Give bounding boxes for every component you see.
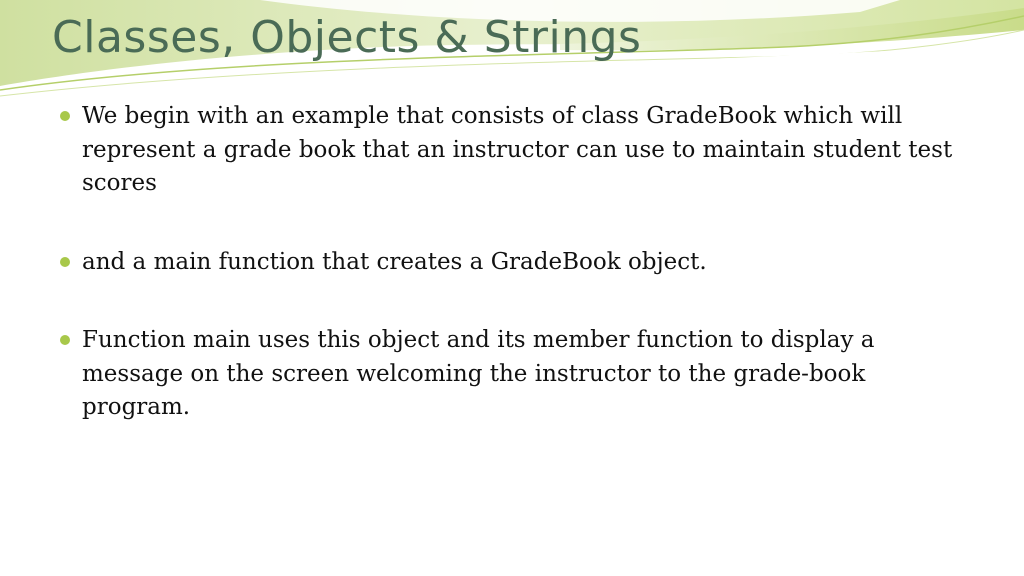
bullet-dot-icon [60,335,70,345]
bullet-dot-icon [60,111,70,121]
bullet-item [60,324,960,425]
bullet-text: and a main function that creates a GradeBook object. [82,248,707,275]
bullet-item [60,100,960,201]
bullet-item [60,246,960,280]
bullet-dot-icon [60,257,70,267]
bullet-text: Function main uses this object and its member function to display a message on the screen welcoming the instructor to the grade-book program. [82,327,875,420]
slide-title: Classes, Objects & Strings [52,12,642,63]
bullet-text: We begin with an example that consists of class GradeBook which will represent a grade book that an instructor can use to maintain student test scores [82,103,953,196]
bullet-list [60,100,960,425]
